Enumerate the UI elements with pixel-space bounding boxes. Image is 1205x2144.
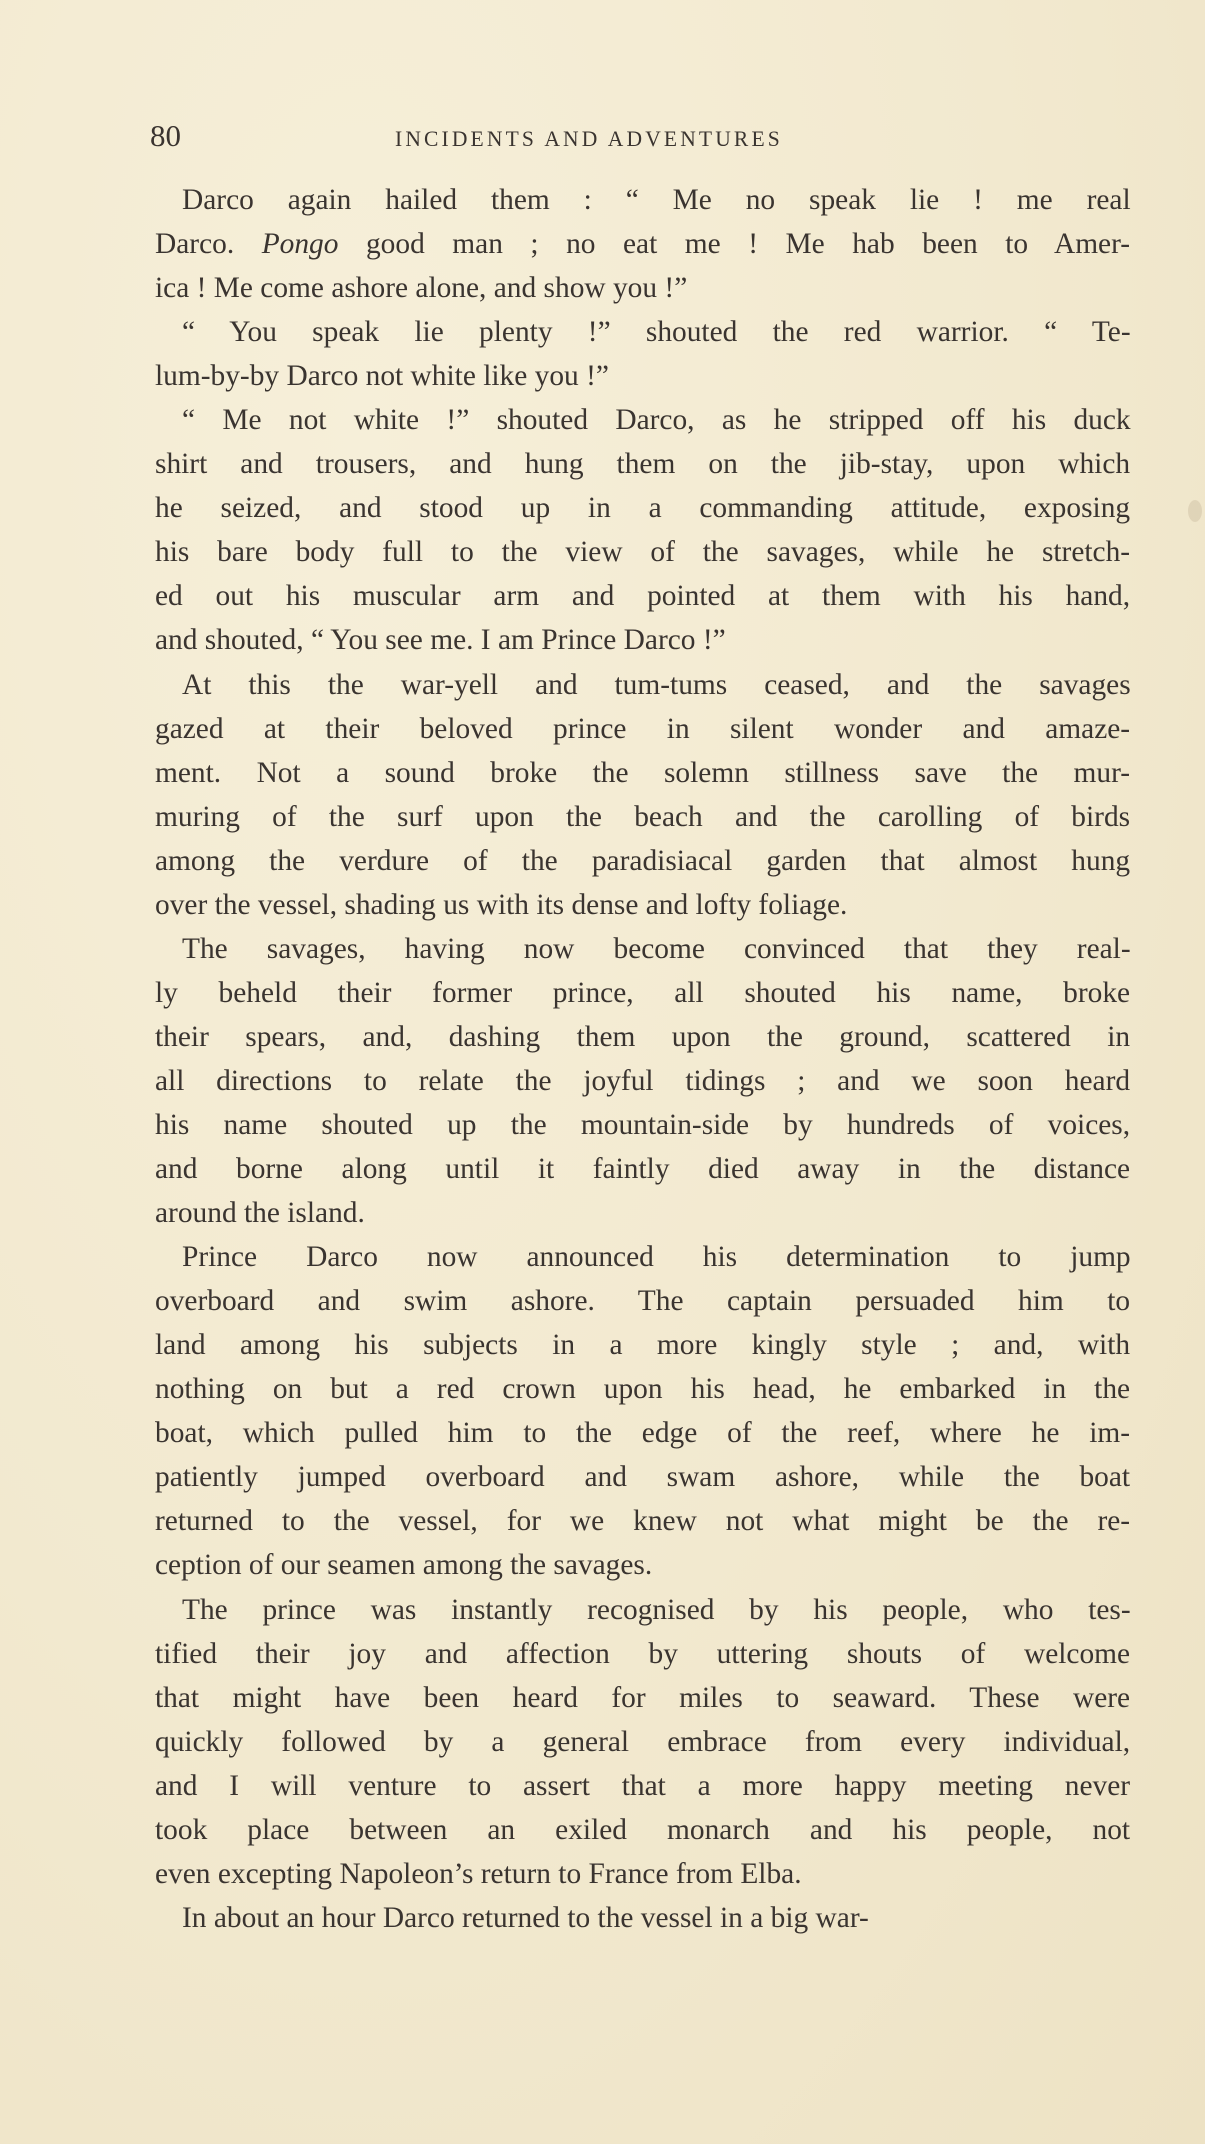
text-line: his bare body full to the view of the savages, while he stretch- bbox=[155, 535, 1131, 569]
italic-word: Pongo bbox=[261, 227, 339, 261]
text-line bbox=[155, 222, 1130, 266]
text-line: all directions to relate the joyful tidings ; and we soon heard bbox=[155, 1063, 1131, 1097]
text-line: boat, which pulled him to the edge of the reef, where he im- bbox=[155, 1416, 1131, 1450]
paragraph-first-line: “ Me not white !” shouted Darco, as he stripped off his duck bbox=[182, 403, 1131, 437]
paragraph-first-line: “ You speak lie plenty !” shouted the red warrior. “ Te- bbox=[182, 315, 1131, 349]
text-line: and shouted, “ You see me. I am Prince Darco !” bbox=[155, 623, 726, 657]
text-line: tified their joy and affection by uttering shouts of welcome bbox=[155, 1636, 1131, 1670]
text-line: that might have been heard for miles to seaward. These were bbox=[155, 1680, 1131, 1714]
text-line: around the island. bbox=[155, 1196, 365, 1230]
text-line: and borne along until it faintly died away in the distance bbox=[155, 1152, 1131, 1186]
paragraph-first-line: At this the war-yell and tum-tums ceased, and the savages bbox=[182, 667, 1131, 701]
text-line: ed out his muscular arm and pointed at them with his hand, bbox=[155, 579, 1131, 613]
text-span: good man ; no eat me ! Me hab been to Amer- bbox=[338, 227, 1131, 261]
paragraph-first-line: The prince was instantly recognised by his people, who tes- bbox=[182, 1592, 1131, 1626]
text-line: ception of our seamen among the savages. bbox=[155, 1548, 653, 1582]
text-line: shirt and trousers, and hung them on the jib-stay, upon which bbox=[155, 447, 1131, 481]
paragraph-first-line: Prince Darco now announced his determination to jump bbox=[182, 1240, 1131, 1274]
text-span: Darco. bbox=[155, 227, 262, 261]
text-line: among the verdure of the paradisiacal garden that almost hung bbox=[155, 843, 1131, 877]
text-line: patiently jumped overboard and swam ashore, while the boat bbox=[155, 1460, 1131, 1494]
text-line: nothing on but a red crown upon his head, he embarked in the bbox=[155, 1372, 1131, 1406]
running-header bbox=[150, 118, 1130, 158]
text-line: ica ! Me come ashore alone, and show you !” bbox=[155, 271, 688, 305]
text-line: ment. Not a sound broke the solemn stillness save the mur- bbox=[155, 755, 1131, 789]
running-title: INCIDENTS AND ADVENTURES bbox=[395, 126, 783, 151]
text-line: and I will venture to assert that a more happy meeting never bbox=[155, 1768, 1131, 1802]
text-line: returned to the vessel, for we knew not what might be the re- bbox=[155, 1504, 1131, 1538]
paragraph-first-line: The savages, having now become convinced that they real- bbox=[182, 931, 1131, 965]
text-line: land among his subjects in a more kingly style ; and, with bbox=[155, 1328, 1131, 1362]
page-number: 80 bbox=[150, 118, 181, 153]
text-line: he seized, and stood up in a commanding attitude, exposing bbox=[155, 491, 1131, 525]
text-line: quickly followed by a general embrace from every individual, bbox=[155, 1724, 1131, 1758]
body-text bbox=[155, 178, 1134, 1940]
text-line: ly beheld their former prince, all shouted his name, broke bbox=[155, 975, 1131, 1009]
text-line: gazed at their beloved prince in silent wonder and amaze- bbox=[155, 711, 1131, 745]
text-line: over the vessel, shading us with its dense and lofty foliage. bbox=[155, 887, 848, 921]
text-line: overboard and swim ashore. The captain persuaded him to bbox=[155, 1284, 1131, 1318]
text-line: took place between an exiled monarch and his people, not bbox=[155, 1812, 1131, 1846]
text-line: muring of the surf upon the beach and the carolling of birds bbox=[155, 799, 1131, 833]
text-line: even excepting Napoleon’s return to France from Elba. bbox=[155, 1856, 802, 1890]
text-line: their spears, and, dashing them upon the ground, scattered in bbox=[155, 1019, 1131, 1053]
text-line: his name shouted up the mountain-side by hundreds of voices, bbox=[155, 1107, 1131, 1141]
paragraph-first-line: Darco again hailed them : “ Me no speak lie ! me real bbox=[182, 183, 1131, 216]
text-line: lum-by-by Darco not white like you !” bbox=[155, 359, 609, 393]
paper-stain bbox=[1188, 500, 1202, 522]
paragraph-first-line: In about an hour Darco returned to the vessel in a big war- bbox=[182, 1900, 869, 1934]
